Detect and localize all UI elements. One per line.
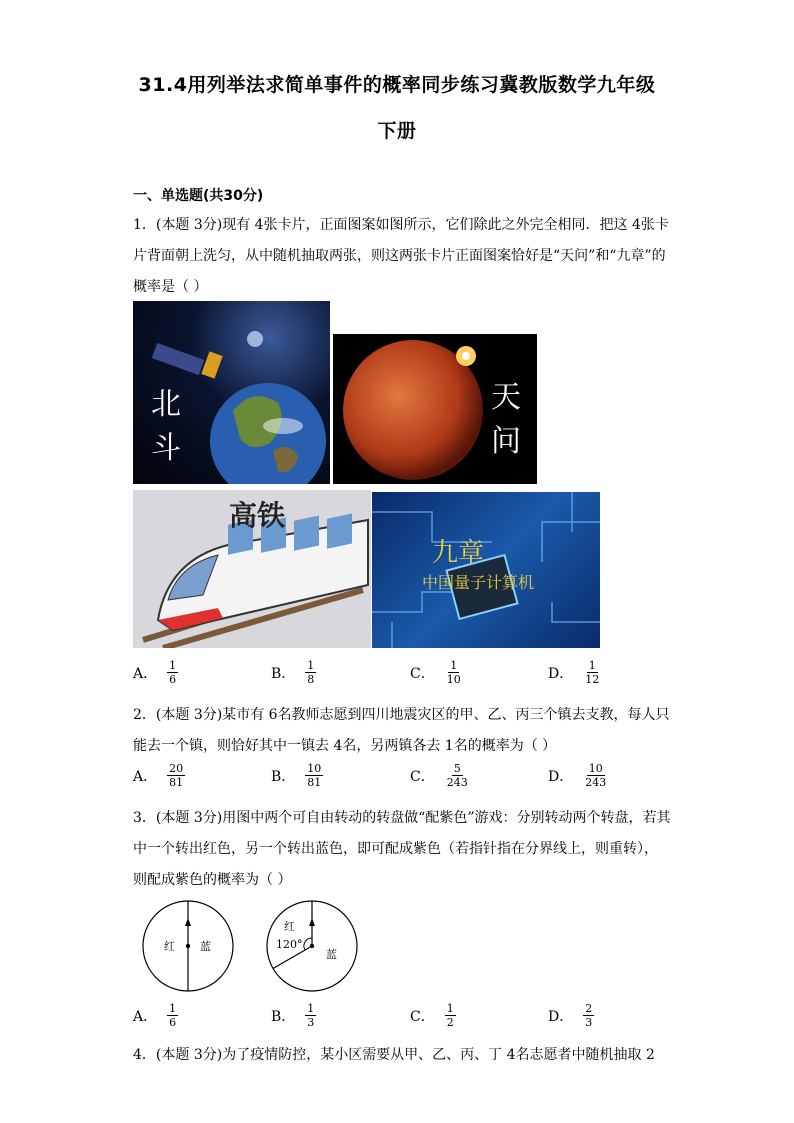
spinner-2-angle-label: 120° [276, 938, 303, 951]
section-heading: 一、单选题(共30分) [133, 188, 264, 204]
q3-option-b[interactable] [271, 1002, 316, 1029]
option-fraction: $\frac{5}{243}$ [446, 762, 468, 789]
q2-text-line: 能去一个镇，则恰好其中一镇去 4名，另两镇各去 1名的概率为（ ） [133, 738, 557, 754]
q3-text-line: 中一个转出红色，另一个转出蓝色，即可配成紫色（若指针指在分界线上，则重转）， [133, 841, 658, 857]
card-tianwen-char: 天 [491, 380, 521, 415]
option-fraction: $\frac{10}{81}$ [307, 762, 322, 789]
option-fraction: $\frac{1}{8}$ [307, 659, 315, 686]
spinner-2-blue-label: 蓝 [326, 948, 337, 961]
option-fraction: $\frac{20}{81}$ [169, 762, 184, 789]
option-fraction: $\frac{1}{10}$ [446, 659, 461, 686]
q3-option-a[interactable] [133, 1002, 178, 1029]
q3-option-c[interactable] [410, 1002, 456, 1029]
q2-text-line: 2．(本题 3分)某市有 6名教师志愿到四川地震灾区的甲、乙、丙三个镇去支教，每人只 [133, 707, 670, 723]
option-label: D． [548, 1008, 574, 1025]
card-jiuzhang-subtitle: 中国量子计算机 [422, 573, 535, 592]
option-label: B． [271, 768, 296, 785]
option-label: A． [133, 665, 158, 682]
q1-text-line: 1．(本题 3分)现有 4张卡片，正面图案如图所示，它们除此之外完全相同．把这 4张卡 [133, 217, 669, 233]
option-fraction: $\frac{2}{3}$ [585, 1002, 593, 1029]
spinner-1-diagram [140, 898, 236, 994]
card-tianwen-char: 问 [491, 424, 521, 459]
q3-text-line: 3．(本题 3分)用图中两个可自由转动的转盘做“配紫色”游戏：分别转动两个转盘，若其 [133, 810, 671, 826]
q1-text-line: 片背面朝上洗匀，从中随机抽取两张，则这两张卡片正面图案恰好是“天问”和“九章”的 [133, 248, 666, 264]
option-label: C． [410, 665, 435, 682]
option-label: D． [548, 665, 574, 682]
page-title: 31.4用列举法求简单事件的概率同步练习冀教版数学九年级 [138, 74, 656, 96]
option-label: A． [133, 768, 158, 785]
option-label: A． [133, 1008, 158, 1025]
q3-option-d[interactable] [548, 1002, 594, 1029]
option-label: D． [548, 768, 574, 785]
q1-option-c[interactable] [410, 659, 463, 686]
spinner-2-diagram [264, 898, 360, 994]
option-fraction: $\frac{1}{12}$ [585, 659, 600, 686]
q1-text-line: 概率是（ ） [133, 279, 208, 295]
spinner-1-red-label: 红 [164, 940, 175, 953]
option-label: C． [410, 1008, 435, 1025]
q4-text-line: 4．(本题 3分)为了疫情防控，某小区需要从甲、乙、丙、丁 4名志愿者中随机抽取 2 [133, 1047, 655, 1063]
option-fraction: $\frac{1}{6}$ [169, 1002, 177, 1029]
page-title-continued: 下册 [377, 120, 417, 142]
card-beidou-char: 北 [151, 387, 181, 422]
option-label: B． [271, 665, 296, 682]
q2-option-d[interactable] [548, 762, 608, 789]
q3-text-line: 则配成紫色的概率为（ ） [133, 872, 292, 888]
card-gaotie-image [133, 490, 371, 648]
card-beidou-char: 斗 [151, 431, 181, 466]
card-tianwen-image [333, 334, 537, 484]
card-beidou-image [133, 301, 330, 484]
spinner-2-red-label: 红 [284, 920, 295, 933]
card-jiuzhang-image [372, 492, 600, 648]
card-jiuzhang-title: 九章 [432, 538, 485, 568]
option-fraction: $\frac{1}{6}$ [169, 659, 177, 686]
option-fraction: $\frac{1}{3}$ [307, 1002, 315, 1029]
option-label: C． [410, 768, 435, 785]
option-fraction: $\frac{1}{2}$ [446, 1002, 454, 1029]
q1-option-a[interactable] [133, 659, 178, 686]
spinner-1-blue-label: 蓝 [200, 940, 211, 953]
q2-option-a[interactable] [133, 762, 185, 789]
q1-option-b[interactable] [271, 659, 316, 686]
card-gaotie-label: 高铁 [229, 499, 286, 532]
q1-option-d[interactable] [548, 659, 601, 686]
option-fraction: $\frac{10}{243}$ [585, 762, 607, 789]
q2-option-c[interactable] [410, 762, 470, 789]
option-label: B． [271, 1008, 296, 1025]
q2-option-b[interactable] [271, 762, 323, 789]
